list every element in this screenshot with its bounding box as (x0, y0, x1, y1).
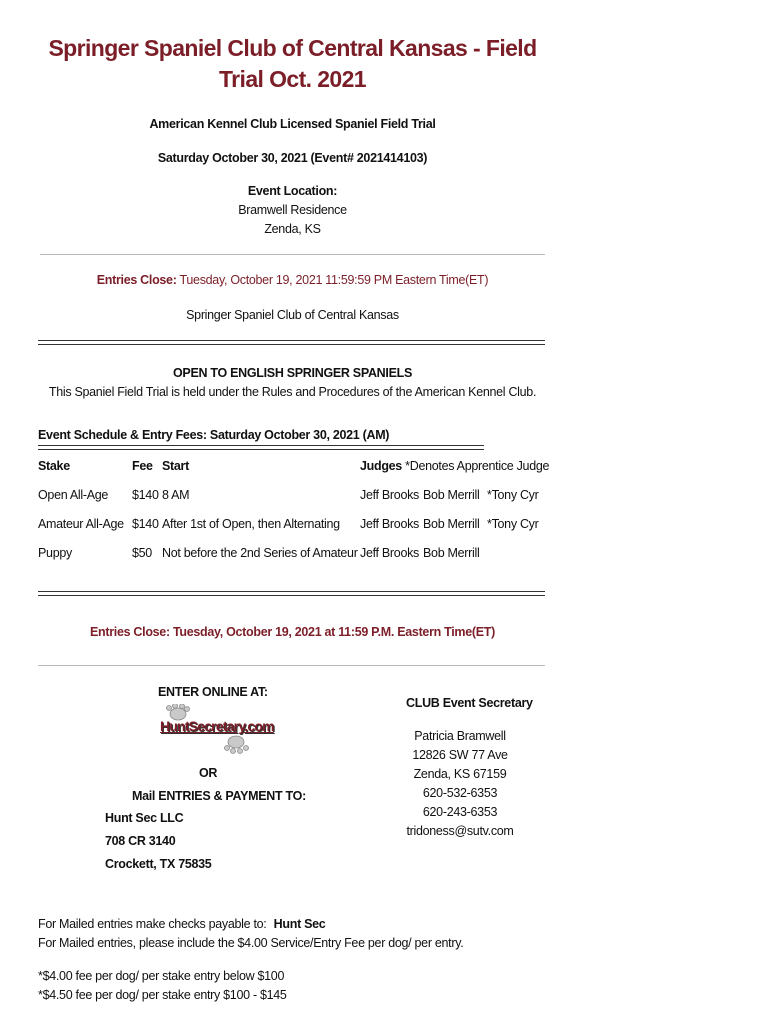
secretary-phone-2: 620-243-6353 (422, 805, 498, 819)
open-to: OPEN TO ENGLISH SPRINGER SPANIELS (173, 366, 412, 380)
table-row-judge: Jeff Brooks (360, 488, 419, 502)
logo-text: HuntSecretary.com (160, 718, 274, 734)
table-row-judge: Bob Merrill (423, 517, 480, 531)
secretary-heading: CLUB Event Secretary (406, 696, 533, 710)
divider-double (38, 591, 545, 596)
page-title: Springer Spaniel Club of Central Kansas - Field Trial Oct. 2021 (48, 35, 537, 92)
secretary-name: Patricia Bramwell (414, 729, 506, 743)
col-header-start: Start (162, 459, 189, 473)
entries-close-top (40, 273, 545, 287)
table-row-judge: *Tony Cyr (487, 488, 539, 502)
secretary-contact (400, 727, 520, 841)
huntsecretary-logo[interactable] (158, 704, 274, 754)
event-date: Saturday October 30, 2021 (Event# 2021414103) (157, 151, 428, 165)
table-row-stake: Amateur All-Age (38, 517, 124, 531)
fee-line-2: *$4.50 fee per dog/ per stake entry $100 - $145 (38, 988, 287, 1002)
secretary-email[interactable]: tridoness@sutv.com (406, 824, 514, 838)
table-row-start: 8 AM (162, 488, 190, 502)
divider (40, 254, 545, 255)
subtitle: American Kennel Club Licensed Spaniel Field Trial (149, 117, 436, 131)
fee-note: For Mailed entries, please include the $4.00 Service/Entry Fee per dog/ per entry. (38, 936, 464, 950)
divider (38, 665, 545, 666)
col-header-stake: Stake (38, 459, 70, 473)
secretary-street: 12826 SW 77 Ave (412, 748, 508, 762)
mail-address-3: Crockett, TX 75835 (105, 857, 212, 871)
secretary-phone-1: 620-532-6353 (422, 786, 498, 800)
table-row-stake: Puppy (38, 546, 72, 560)
mail-address-1: Hunt Sec LLC (105, 811, 184, 825)
location-label: Event Location: (247, 184, 338, 198)
table-row-judge: Jeff Brooks (360, 517, 419, 531)
entries-close-label: Entries Close: (96, 273, 177, 287)
divider-double (38, 340, 545, 345)
col-header-fee: Fee (132, 459, 153, 473)
table-row-fee: $50 (132, 546, 152, 560)
mail-address-2: 708 CR 3140 (105, 834, 176, 848)
judges-label: Judges (360, 459, 402, 473)
mail-label: Mail ENTRIES & PAYMENT TO: (132, 789, 306, 803)
location-line-2: Zenda, KS (264, 222, 321, 236)
table-row-fee: $140 (132, 488, 159, 502)
table-row-judge: *Tony Cyr (487, 517, 539, 531)
schedule-heading-underline (38, 445, 484, 450)
payable-note (38, 917, 325, 931)
table-row-judge: Jeff Brooks (360, 546, 419, 560)
rules-line: This Spaniel Field Trial is held under the Rules and Procedures of the American Kennel Club. (48, 385, 537, 399)
secretary-city: Zenda, KS 67159 (413, 767, 507, 781)
club-name: Springer Spaniel Club of Central Kansas (186, 308, 399, 322)
table-row-stake: Open All-Age (38, 488, 109, 502)
or-label: OR (199, 766, 218, 780)
table-row-start: Not before the 2nd Series of Amateur (162, 546, 358, 560)
entries-close-value: Tuesday, October 19, 2021 11:59:59 PM Eastern Time(ET) (179, 273, 489, 287)
entries-close-bottom: Entries Close: Tuesday, October 19, 2021 at 11:59 P.M. Eastern Time(ET) (89, 625, 496, 639)
col-header-judges (360, 459, 549, 473)
table-row-judge: Bob Merrill (423, 488, 480, 502)
table-row-fee: $140 (132, 517, 159, 531)
table-row-start: After 1st of Open, then Alternating (162, 517, 340, 531)
table-row-judge: Bob Merrill (423, 546, 480, 560)
enter-online-label: ENTER ONLINE AT: (158, 685, 268, 699)
fee-line-1: *$4.00 fee per dog/ per stake entry below $100 (38, 969, 285, 983)
schedule-heading: Event Schedule & Entry Fees: Saturday October 30, 2021 (AM) (38, 428, 390, 442)
payable-prefix: For Mailed entries make checks payable to: (38, 917, 267, 931)
payable-name: Hunt Sec (273, 917, 326, 931)
judges-note: *Denotes Apprentice Judge (405, 459, 550, 473)
location-line-1: Bramwell Residence (238, 203, 347, 217)
